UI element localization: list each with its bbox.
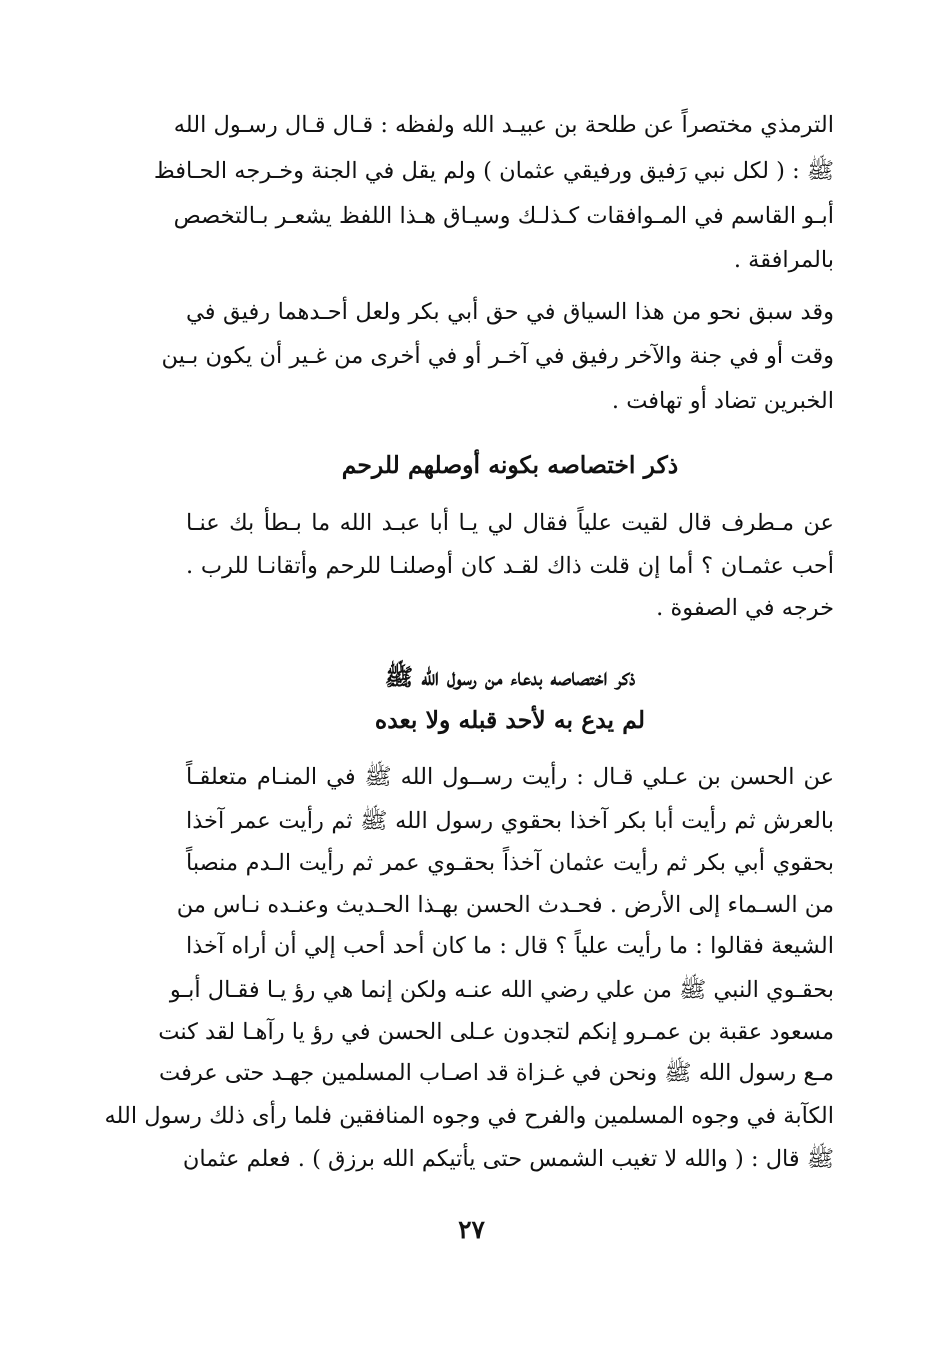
paragraph-4-line-3: بحقوي أبي بكر ثم رأيت عثمان آخذاً بحقـوي عمر ثم رأيت الـدم منصباً bbox=[186, 850, 834, 876]
paragraph-4-line-7: مسعود عقبة بن عمـرو إنكم لتجدون عـلى الحسن في رؤ يا رآهـا لقد كنت bbox=[158, 1019, 834, 1045]
paragraph-1-line-2: ﷺ : ( لكل نبي رَفيق ورفيقي عثمان ) ولم يقل في الجنة وخـرجه الحـافظ bbox=[153, 158, 834, 184]
paragraph-4-line-9: الكآبة في وجوه المسلمين والفرح في وجوه المنافقين فلما رأى ذلك رسول الله bbox=[104, 1103, 834, 1129]
paragraph-4-line-2: بالعرش ثم رأيت أبا بكر آخذا بحقوي رسول الله ﷺ ثم رأيت عمر آخذا bbox=[186, 808, 834, 834]
paragraph-3-line-1: عن مـطرف قال لقيت علياً فقال لي يـا أبا عبـد الله ما بـطأ بك عنـا bbox=[186, 510, 834, 536]
section-heading-2-line-1: ذكر اختصاصه بدعاء من رسول الله ﷺ bbox=[384, 663, 636, 691]
paragraph-3-line-3: خرجه في الصفوة . bbox=[656, 595, 834, 621]
paragraph-2-line-2: وقت أو في جنة والآخر رفيق في آخـر أو في أخرى من غـير أن يكون بـين bbox=[161, 343, 834, 369]
paragraph-4-line-6: بحقـوي النبي ﷺ من علي رضي الله عنـه ولكن إنما هي رؤ يـا فقـال أبـو bbox=[169, 977, 834, 1003]
paragraph-1-line-3: أبـو القاسم في المـوافقات كـذلـك وسيـاق هـذا اللفظ يشعـر بـالتخصص bbox=[173, 203, 834, 229]
section-heading-2-line-2: لم يدع به لأحد قبله ولا بعده bbox=[374, 706, 646, 734]
section-heading-1: ذكر اختصاصه بكونه أوصلهم للرحم bbox=[341, 451, 679, 479]
paragraph-4-line-8: مـع رسول الله ﷺ ونحن في غـزاة قد اصـاب المسلمين جهـد حتى عرفت bbox=[159, 1060, 834, 1086]
page-number: ٢٧ bbox=[458, 1215, 485, 1244]
paragraph-2-line-1: وقد سبق نحو من هذا السياق في حق أبي بكر ولعل أحـدهما رفيق في bbox=[186, 299, 834, 325]
paragraph-2-line-3: الخبرين تضاد أو تهافت . bbox=[611, 388, 834, 414]
paragraph-4-line-5: الشيعة فقالوا : ما رأيت علياً ؟ قال : ما كان أحد أحب إلي أن أراه آخذا bbox=[186, 933, 834, 959]
paragraph-4-line-1: عن الحسن بن عـلي قـال : رأيت رســول الله ﷺ في المنـام متعلقـاً bbox=[186, 764, 834, 790]
paragraph-4-line-4: من السـماء إلى الأرض . فحـدث الحسن بهـذا الحـديث وعنـده نـاس من bbox=[176, 892, 834, 918]
paragraph-3-line-2: أحب عثمـان ؟ أما إن قلت ذاك لقـد كان أوصلنـا للرحم وأتقانـا للرب . bbox=[186, 553, 834, 579]
page-text bbox=[104, 0, 834, 1363]
paragraph-1-line-1: الترمذي مختصراً عن طلحة بن عبيـد الله ولفظه : قـال قـال رسـول الله bbox=[173, 112, 834, 138]
paragraph-4-line-10: ﷺ قال : ( والله لا تغيب الشمس حتى يأتيكم الله برزق ) . فعلم عثمان bbox=[182, 1146, 834, 1172]
paragraph-1-line-4: بالمرافقة . bbox=[733, 247, 834, 273]
